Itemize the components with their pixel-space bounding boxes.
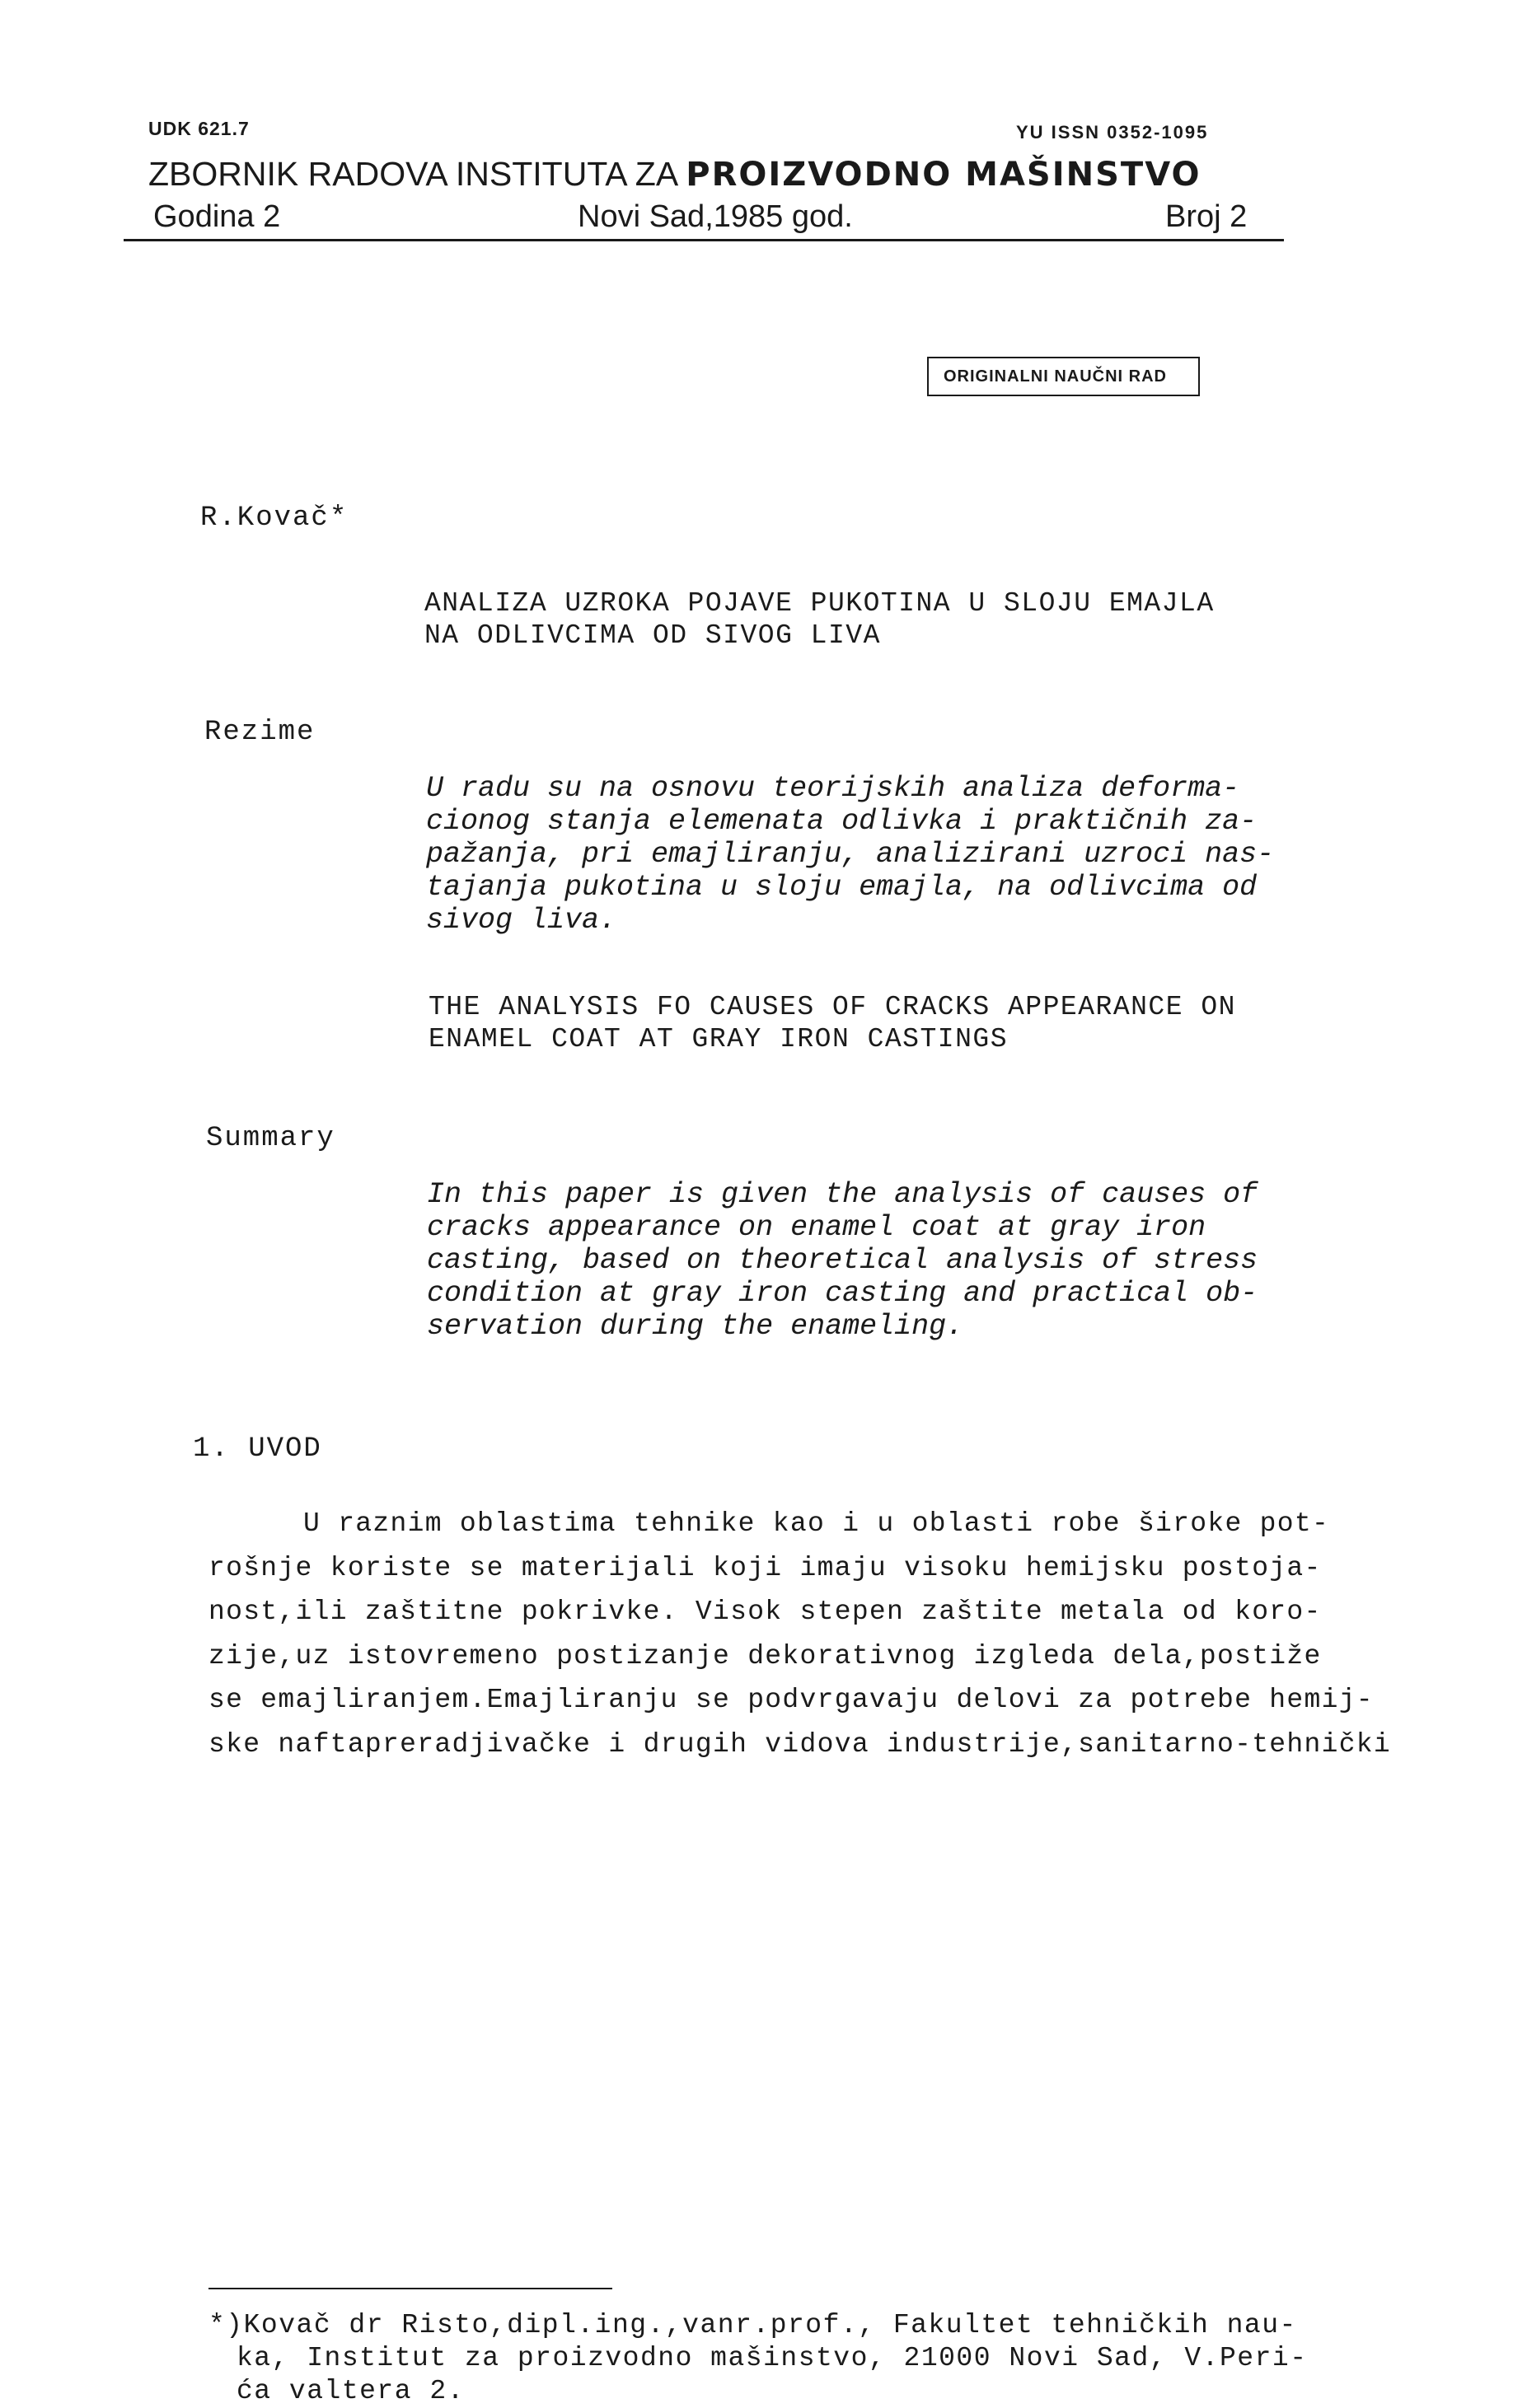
body-line: ske naftapreradjivačke i drugih vidova industrije,sanitarno-tehnički	[208, 1728, 1392, 1760]
paper-type-badge: ORIGINALNI NAUČNI RAD	[927, 357, 1200, 396]
footnote-line: ka, Institut za proizvodno mašinstvo, 21000 Novi Sad, V.Peri-	[237, 2343, 1308, 2373]
footnote	[208, 2309, 1445, 2408]
body-line: nost,ili zaštitne pokrivke. Visok stepen zaštite metala od koro-	[208, 1597, 1322, 1627]
title-line: ANALIZA UZROKA POJAVE PUKOTINA U SLOJU EMAJLA	[424, 588, 1215, 619]
header-rule	[124, 239, 1284, 241]
abstract-line: pažanja, pri emajliranju, analizirani uzroci nas-	[426, 838, 1275, 871]
body-line: U raznim oblastima tehnike kao i u oblasti robe široke pot-	[303, 1508, 1330, 1539]
title-english	[429, 991, 1335, 1055]
abstract-serbian	[426, 772, 1341, 937]
body-line: se emajliranjem.Emajliranju se podvrgavaju delovi za potrebe hemij-	[208, 1685, 1374, 1715]
volume-year: Godina 2	[153, 199, 281, 234]
footnote-line: *)Kovač dr Risto,dipl.ing.,vanr.prof., Fakultet tehničkih nau-	[208, 2310, 1297, 2340]
rezime-label: Rezime	[204, 717, 316, 748]
title-serbian	[424, 587, 1331, 652]
author: R.Kovač*	[200, 503, 349, 534]
journal-title-bold: PROIZVODNO MAŠINSTVO	[686, 156, 1202, 194]
issue-number: Broj 2	[1165, 199, 1248, 234]
journal-title	[148, 155, 1201, 194]
summary-label: Summary	[206, 1123, 335, 1154]
section-heading: 1. UVOD	[193, 1433, 322, 1465]
abstract-line: servation during the enameling.	[427, 1310, 964, 1343]
abstract-line: sivog liva.	[426, 904, 617, 937]
abstract-line: tajanja pukotina u sloju emajla, na odlivcima od	[426, 871, 1258, 904]
body-paragraph	[208, 1502, 1445, 1766]
abstract-english	[427, 1178, 1342, 1343]
journal-title-regular: ZBORNIK RADOVA INSTITUTA ZA	[148, 155, 686, 193]
abstract-line: condition at gray iron casting and practical ob-	[427, 1277, 1258, 1310]
abstract-line: cracks appearance on enamel coat at gray iron	[427, 1211, 1206, 1244]
footnote-rule	[208, 2288, 612, 2289]
body-line: zije,uz istovremeno postizanje dekorativnog izgleda dela,postiže	[208, 1640, 1322, 1672]
abstract-line: In this paper is given the analysis of causes of	[427, 1178, 1258, 1211]
issn-number: YU ISSN 0352-1095	[1016, 122, 1209, 143]
footnote-line: ća valtera 2.	[237, 2376, 465, 2406]
abstract-line: casting, based on theoretical analysis of stress	[427, 1244, 1258, 1277]
body-line: rošnje koriste se materijali koji imaju visoku hemijsku postoja-	[208, 1552, 1322, 1583]
title-line: THE ANALYSIS FO CAUSES OF CRACKS APPEARANCE ON	[429, 992, 1236, 1022]
title-line: NA ODLIVCIMA OD SIVOG LIVA	[424, 620, 881, 651]
abstract-line: U radu su na osnovu teorijskih analiza deforma-	[426, 772, 1240, 805]
title-line: ENAMEL COAT AT GRAY IRON CASTINGS	[429, 1024, 1009, 1054]
city-year: Novi Sad,1985 god.	[578, 199, 853, 234]
abstract-line: cionog stanja elemenata odlivka i praktičnih za-	[426, 805, 1258, 838]
udk-code: UDK 621.7	[148, 118, 250, 139]
